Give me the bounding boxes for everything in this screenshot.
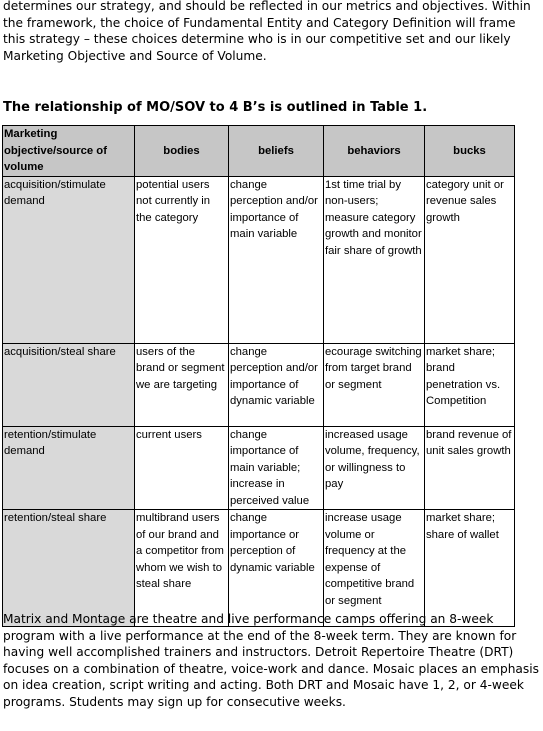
row-label: retention/steal share xyxy=(3,510,135,627)
table-row xyxy=(3,176,515,343)
table-row xyxy=(3,426,515,510)
bodies-cell: users of the brand or segment we are targeting xyxy=(135,343,229,426)
row-label: acquisition/stimulate demand xyxy=(3,176,135,343)
bucks-cell: brand revenue of unit sales growth xyxy=(425,426,515,510)
table-header-row xyxy=(3,126,515,177)
row-label: acquisition/steal share xyxy=(3,343,135,426)
bucks-cell: market share; brand penetration vs. Competition xyxy=(425,343,515,426)
beliefs-cell: change importance or perception of dynamic variable xyxy=(229,510,324,627)
behaviors-cell: 1st time trial by non-users; measure category growth and monitor fair share of growth xyxy=(324,176,425,343)
bodies-cell: multibrand users of our brand and a competitor from whom we wish to steal share xyxy=(135,510,229,627)
beliefs-cell: change perception and/or importance of main variable xyxy=(229,176,324,343)
table-row xyxy=(3,343,515,426)
header-bucks: bucks xyxy=(425,126,515,177)
row-label: retention/stimulate demand xyxy=(3,426,135,510)
header-bodies: bodies xyxy=(135,126,229,177)
mo-sov-table xyxy=(2,125,515,627)
header-marketing-objective: Marketing objective/source of volume xyxy=(3,126,135,177)
bodies-cell: potential users not currently in the category xyxy=(135,176,229,343)
header-beliefs: beliefs xyxy=(229,126,324,177)
bodies-cell: current users xyxy=(135,426,229,510)
beliefs-cell: change importance of main variable; increase in perceived value xyxy=(229,426,324,510)
header-behaviors: behaviors xyxy=(324,126,425,177)
behaviors-cell: increased usage volume, frequency, or willingness to pay xyxy=(324,426,425,510)
bucks-cell: market share; share of wallet xyxy=(425,510,515,627)
table-heading: The relationship of MO/SOV to 4 B’s is outlined in Table 1. xyxy=(3,100,428,115)
table-row xyxy=(3,510,515,627)
intro-paragraph: determines our strategy, and should be reflected in our metrics and objectives. Within the framework, the choice of Fundamental Entity and Category Definition will frame this strategy – these choices determine who is in our competitive set and our likely Marketing Objective and Source of Volume. xyxy=(3,0,531,63)
behaviors-cell: increase usage volume or frequency at the expense of competitive brand or segment xyxy=(324,510,425,627)
behaviors-cell: ecourage switching from target brand or segment xyxy=(324,343,425,426)
closing-paragraph: Matrix and Montage are theatre and live performance camps offering an 8-week program with a live performance at the end of the 8-week term. They are known for having well accomplished trainers and instructors. Detroit Repertoire Theatre (DRT) focuses on a combination of theatre, voice-work and dance. Mosaic places an emphasis on idea creation, script writing and acting. Both DRT and Mosaic have 1, 2, or 4-week programs. Students may sign up for consecutive weeks. xyxy=(3,612,539,709)
bucks-cell: category unit or revenue sales growth xyxy=(425,176,515,343)
beliefs-cell: change perception and/or importance of dynamic variable xyxy=(229,343,324,426)
